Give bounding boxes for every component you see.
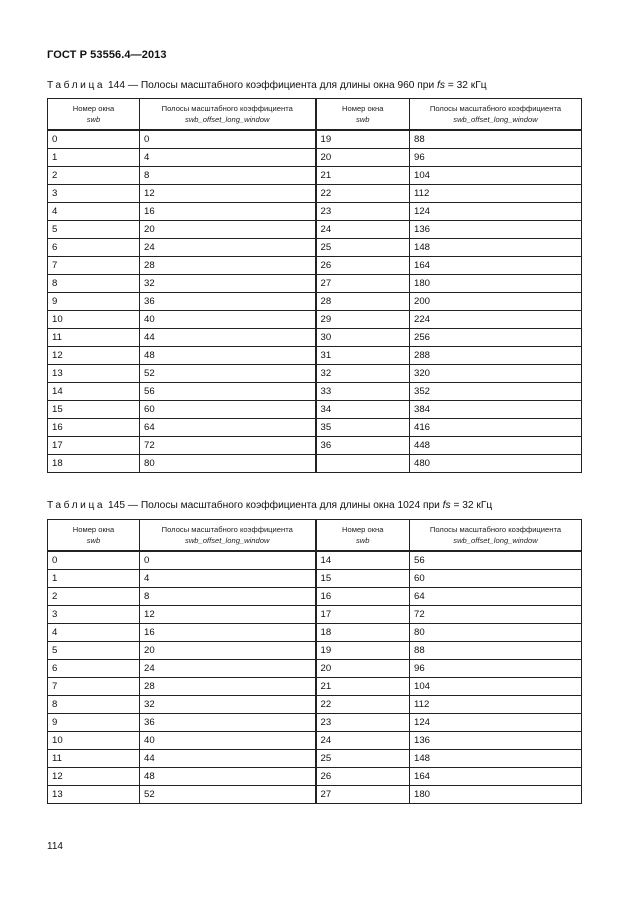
cell-offset: 28 bbox=[140, 257, 316, 275]
cell-window-num: 32 bbox=[316, 365, 410, 383]
cell-offset: 52 bbox=[140, 365, 316, 383]
cell-window-num: 4 bbox=[48, 624, 140, 642]
table-row bbox=[48, 551, 582, 570]
cell-window-num: 27 bbox=[316, 275, 410, 293]
table-row bbox=[48, 311, 582, 329]
caption-tail: = 32 кГц bbox=[447, 80, 487, 91]
table-row bbox=[48, 293, 582, 311]
cell-offset: 0 bbox=[140, 130, 316, 149]
cell-window-num: 23 bbox=[316, 714, 410, 732]
col-header-offset: Полосы масштабного коэффициента swb_offset_long_window bbox=[140, 99, 316, 131]
cell-window-num: 24 bbox=[316, 732, 410, 750]
cell-offset: 0 bbox=[140, 551, 316, 570]
cell-window-num: 22 bbox=[316, 185, 410, 203]
cell-offset: 44 bbox=[140, 750, 316, 768]
cell-window-num: 6 bbox=[48, 660, 140, 678]
table-row bbox=[48, 714, 582, 732]
cell-offset: 32 bbox=[140, 275, 316, 293]
caption-tail: = 32 кГц bbox=[453, 500, 493, 511]
table-row bbox=[48, 588, 582, 606]
cell-window-num: 29 bbox=[316, 311, 410, 329]
table-row bbox=[48, 257, 582, 275]
cell-offset: 40 bbox=[140, 311, 316, 329]
cell-offset: 124 bbox=[410, 203, 582, 221]
col-header-offset: Полосы масштабного коэффициента swb_offset_long_window bbox=[410, 520, 582, 552]
table-row bbox=[48, 624, 582, 642]
cell-window-num: 0 bbox=[48, 130, 140, 149]
cell-offset: 20 bbox=[140, 221, 316, 239]
cell-offset: 72 bbox=[410, 606, 582, 624]
cell-offset: 28 bbox=[140, 678, 316, 696]
cell-offset: 16 bbox=[140, 624, 316, 642]
cell-offset: 36 bbox=[140, 293, 316, 311]
table-header-row bbox=[48, 520, 582, 552]
cell-offset: 52 bbox=[140, 786, 316, 804]
cell-offset: 32 bbox=[140, 696, 316, 714]
cell-window-num bbox=[316, 455, 410, 473]
table-row bbox=[48, 130, 582, 149]
cell-window-num: 23 bbox=[316, 203, 410, 221]
table-145 bbox=[47, 519, 582, 804]
table-row bbox=[48, 750, 582, 768]
cell-window-num: 18 bbox=[316, 624, 410, 642]
cell-window-num: 14 bbox=[316, 551, 410, 570]
cell-window-num: 24 bbox=[316, 221, 410, 239]
cell-offset: 384 bbox=[410, 401, 582, 419]
cell-window-num: 14 bbox=[48, 383, 140, 401]
cell-offset: 56 bbox=[140, 383, 316, 401]
cell-window-num: 27 bbox=[316, 786, 410, 804]
cell-window-num: 8 bbox=[48, 696, 140, 714]
cell-window-num: 1 bbox=[48, 149, 140, 167]
table-row bbox=[48, 419, 582, 437]
cell-window-num: 22 bbox=[316, 696, 410, 714]
cell-window-num: 15 bbox=[48, 401, 140, 419]
table-144-caption bbox=[47, 80, 487, 91]
cell-offset: 80 bbox=[410, 624, 582, 642]
cell-window-num: 34 bbox=[316, 401, 410, 419]
cell-offset: 4 bbox=[140, 570, 316, 588]
table-row bbox=[48, 606, 582, 624]
cell-window-num: 7 bbox=[48, 257, 140, 275]
cell-window-num: 31 bbox=[316, 347, 410, 365]
cell-window-num: 17 bbox=[316, 606, 410, 624]
cell-offset: 44 bbox=[140, 329, 316, 347]
cell-window-num: 16 bbox=[48, 419, 140, 437]
cell-offset: 320 bbox=[410, 365, 582, 383]
cell-window-num: 8 bbox=[48, 275, 140, 293]
cell-offset: 112 bbox=[410, 696, 582, 714]
table-row bbox=[48, 203, 582, 221]
table-row bbox=[48, 365, 582, 383]
cell-window-num: 26 bbox=[316, 257, 410, 275]
cell-offset: 88 bbox=[410, 130, 582, 149]
cell-offset: 96 bbox=[410, 149, 582, 167]
cell-window-num: 9 bbox=[48, 714, 140, 732]
cell-offset: 40 bbox=[140, 732, 316, 750]
cell-offset: 88 bbox=[410, 642, 582, 660]
cell-window-num: 26 bbox=[316, 768, 410, 786]
cell-window-num: 18 bbox=[48, 455, 140, 473]
caption-fs: fs bbox=[442, 500, 451, 511]
cell-offset: 12 bbox=[140, 606, 316, 624]
caption-fs: fs bbox=[437, 80, 445, 91]
page-number: 114 bbox=[47, 841, 63, 852]
cell-window-num: 36 bbox=[316, 437, 410, 455]
cell-offset: 480 bbox=[410, 455, 582, 473]
cell-offset: 112 bbox=[410, 185, 582, 203]
col-header-offset: Полосы масштабного коэффициента swb_offset_long_window bbox=[140, 520, 316, 552]
cell-offset: 48 bbox=[140, 768, 316, 786]
cell-offset: 64 bbox=[140, 419, 316, 437]
cell-window-num: 16 bbox=[316, 588, 410, 606]
cell-window-num: 1 bbox=[48, 570, 140, 588]
cell-window-num: 9 bbox=[48, 293, 140, 311]
cell-window-num: 5 bbox=[48, 642, 140, 660]
table-row bbox=[48, 239, 582, 257]
cell-window-num: 21 bbox=[316, 167, 410, 185]
cell-offset: 60 bbox=[410, 570, 582, 588]
cell-window-num: 3 bbox=[48, 606, 140, 624]
table-row bbox=[48, 660, 582, 678]
cell-window-num: 20 bbox=[316, 149, 410, 167]
cell-window-num: 7 bbox=[48, 678, 140, 696]
document-header: ГОСТ Р 53556.4—2013 bbox=[47, 49, 167, 61]
cell-offset: 64 bbox=[410, 588, 582, 606]
cell-window-num: 15 bbox=[316, 570, 410, 588]
cell-offset: 48 bbox=[140, 347, 316, 365]
table-144 bbox=[47, 98, 582, 473]
table-row bbox=[48, 401, 582, 419]
table-row bbox=[48, 347, 582, 365]
cell-window-num: 19 bbox=[316, 642, 410, 660]
table-header-row bbox=[48, 99, 582, 131]
table-row bbox=[48, 185, 582, 203]
col-header-window-num: Номер окна swb bbox=[316, 99, 410, 131]
table-row bbox=[48, 455, 582, 473]
cell-window-num: 12 bbox=[48, 347, 140, 365]
table-row bbox=[48, 642, 582, 660]
cell-window-num: 3 bbox=[48, 185, 140, 203]
cell-offset: 24 bbox=[140, 660, 316, 678]
table-row bbox=[48, 167, 582, 185]
cell-offset: 8 bbox=[140, 588, 316, 606]
cell-offset: 56 bbox=[410, 551, 582, 570]
cell-offset: 416 bbox=[410, 419, 582, 437]
table-row bbox=[48, 696, 582, 714]
col-header-window-num: Номер окна swb bbox=[48, 99, 140, 131]
cell-offset: 104 bbox=[410, 678, 582, 696]
cell-window-num: 5 bbox=[48, 221, 140, 239]
cell-window-num: 25 bbox=[316, 750, 410, 768]
cell-window-num: 0 bbox=[48, 551, 140, 570]
cell-window-num: 13 bbox=[48, 786, 140, 804]
cell-offset: 164 bbox=[410, 768, 582, 786]
cell-window-num: 30 bbox=[316, 329, 410, 347]
cell-window-num: 19 bbox=[316, 130, 410, 149]
cell-window-num: 6 bbox=[48, 239, 140, 257]
cell-window-num: 11 bbox=[48, 750, 140, 768]
cell-offset: 124 bbox=[410, 714, 582, 732]
cell-offset: 4 bbox=[140, 149, 316, 167]
cell-window-num: 25 bbox=[316, 239, 410, 257]
table-row bbox=[48, 732, 582, 750]
cell-offset: 164 bbox=[410, 257, 582, 275]
table-row bbox=[48, 570, 582, 588]
cell-offset: 80 bbox=[140, 455, 316, 473]
caption-number: 145 bbox=[108, 500, 125, 511]
caption-text: — Полосы масштабного коэффициента для длины окна 1024 при bbox=[127, 500, 440, 511]
cell-window-num: 12 bbox=[48, 768, 140, 786]
cell-offset: 148 bbox=[410, 750, 582, 768]
cell-offset: 12 bbox=[140, 185, 316, 203]
cell-window-num: 2 bbox=[48, 167, 140, 185]
caption-text: — Полосы масштабного коэффициента для длины окна 960 при bbox=[127, 80, 435, 91]
cell-offset: 60 bbox=[140, 401, 316, 419]
cell-offset: 16 bbox=[140, 203, 316, 221]
cell-offset: 96 bbox=[410, 660, 582, 678]
table-row bbox=[48, 221, 582, 239]
table-row bbox=[48, 437, 582, 455]
caption-label: Таблица bbox=[47, 500, 106, 511]
col-header-window-num: Номер окна swb bbox=[316, 520, 410, 552]
cell-window-num: 2 bbox=[48, 588, 140, 606]
cell-offset: 20 bbox=[140, 642, 316, 660]
cell-window-num: 35 bbox=[316, 419, 410, 437]
cell-offset: 136 bbox=[410, 732, 582, 750]
cell-window-num: 11 bbox=[48, 329, 140, 347]
cell-offset: 448 bbox=[410, 437, 582, 455]
caption-label: Таблица bbox=[47, 80, 106, 91]
cell-offset: 180 bbox=[410, 786, 582, 804]
cell-window-num: 17 bbox=[48, 437, 140, 455]
cell-offset: 224 bbox=[410, 311, 582, 329]
col-header-offset: Полосы масштабного коэффициента swb_offset_long_window bbox=[410, 99, 582, 131]
table-row bbox=[48, 786, 582, 804]
cell-offset: 288 bbox=[410, 347, 582, 365]
cell-offset: 200 bbox=[410, 293, 582, 311]
cell-offset: 256 bbox=[410, 329, 582, 347]
table-row bbox=[48, 329, 582, 347]
cell-offset: 352 bbox=[410, 383, 582, 401]
cell-offset: 104 bbox=[410, 167, 582, 185]
cell-window-num: 10 bbox=[48, 732, 140, 750]
cell-window-num: 10 bbox=[48, 311, 140, 329]
col-header-window-num: Номер окна swb bbox=[48, 520, 140, 552]
table-row bbox=[48, 768, 582, 786]
cell-offset: 136 bbox=[410, 221, 582, 239]
cell-window-num: 4 bbox=[48, 203, 140, 221]
cell-offset: 8 bbox=[140, 167, 316, 185]
cell-window-num: 20 bbox=[316, 660, 410, 678]
cell-window-num: 21 bbox=[316, 678, 410, 696]
table-row bbox=[48, 275, 582, 293]
cell-offset: 24 bbox=[140, 239, 316, 257]
table-145-caption bbox=[47, 500, 492, 511]
cell-offset: 180 bbox=[410, 275, 582, 293]
table-row bbox=[48, 678, 582, 696]
table-row bbox=[48, 149, 582, 167]
cell-window-num: 13 bbox=[48, 365, 140, 383]
cell-offset: 148 bbox=[410, 239, 582, 257]
cell-window-num: 33 bbox=[316, 383, 410, 401]
cell-window-num: 28 bbox=[316, 293, 410, 311]
cell-offset: 72 bbox=[140, 437, 316, 455]
cell-offset: 36 bbox=[140, 714, 316, 732]
caption-number: 144 bbox=[108, 80, 125, 91]
table-row bbox=[48, 383, 582, 401]
